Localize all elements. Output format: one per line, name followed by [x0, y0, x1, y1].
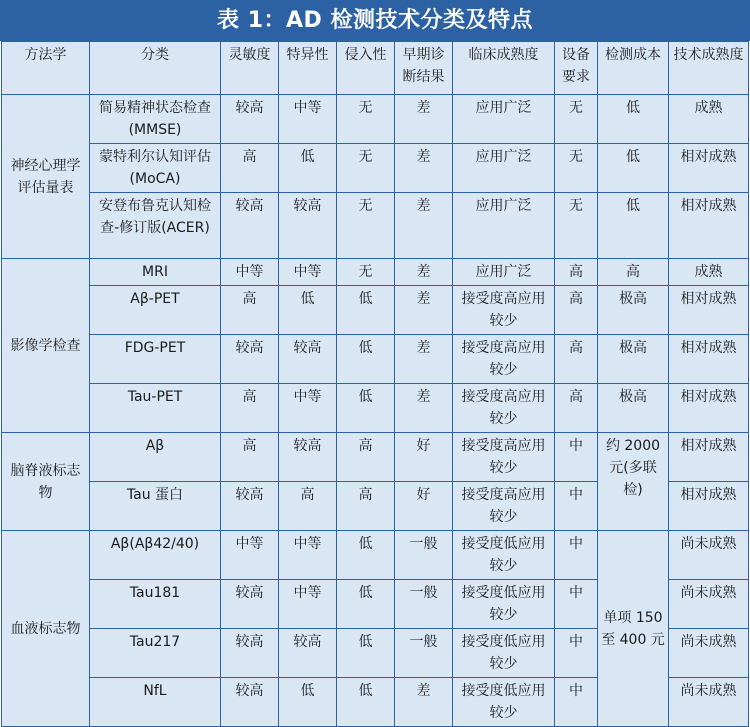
- cell-tech-maturity: 尚未成熟: [669, 678, 749, 727]
- cell-equipment: 中: [555, 482, 598, 531]
- header-equipment: 设备要求: [555, 42, 598, 95]
- cell-cost: 极高: [598, 384, 669, 433]
- cell-invasiveness: 低: [337, 531, 395, 580]
- cell-sensitivity: 高: [221, 433, 279, 482]
- cell-clinical-maturity: 接受度高应用较少: [453, 286, 555, 335]
- header-clinical-maturity: 临床成熟度: [453, 42, 555, 95]
- cell-clinical-maturity: 接受度高应用较少: [453, 482, 555, 531]
- cell-sensitivity: 较高: [221, 335, 279, 384]
- cell-sensitivity: 较高: [221, 580, 279, 629]
- cell-specificity: 较高: [279, 193, 337, 259]
- header-invasiveness: 侵入性: [337, 42, 395, 95]
- cell-cost-shared: 约 2000 元(多联检): [598, 433, 669, 531]
- cell-clinical-maturity: 接受度高应用较少: [453, 384, 555, 433]
- table-row: [2, 193, 749, 259]
- cell-type: Aβ(Aβ42/40): [90, 531, 221, 580]
- cell-clinical-maturity: 接受度低应用较少: [453, 531, 555, 580]
- cell-invasiveness: 低: [337, 678, 395, 727]
- table-row: [2, 384, 749, 433]
- cell-invasiveness: 低: [337, 286, 395, 335]
- table-row: [2, 335, 749, 384]
- cell-early-diagnosis: 差: [395, 335, 453, 384]
- cell-cost: 极高: [598, 335, 669, 384]
- table-row: [2, 144, 749, 193]
- cell-type: FDG-PET: [90, 335, 221, 384]
- cell-specificity: 中等: [279, 95, 337, 144]
- cell-equipment: 无: [555, 193, 598, 259]
- cell-tech-maturity: 尚未成熟: [669, 580, 749, 629]
- cell-specificity: 较高: [279, 335, 337, 384]
- cell-equipment: 中: [555, 678, 598, 727]
- cell-specificity: 低: [279, 286, 337, 335]
- cell-clinical-maturity: 应用广泛: [453, 193, 555, 259]
- cell-cost: 低: [598, 144, 669, 193]
- cell-tech-maturity: 尚未成熟: [669, 531, 749, 580]
- cell-type: 安登布鲁克认知检查-修订版(ACER): [90, 193, 221, 259]
- cell-tech-maturity: 相对成熟: [669, 286, 749, 335]
- cell-specificity: 较高: [279, 433, 337, 482]
- cell-clinical-maturity: 接受度低应用较少: [453, 629, 555, 678]
- cell-specificity: 中等: [279, 384, 337, 433]
- cell-clinical-maturity: 应用广泛: [453, 144, 555, 193]
- cell-type: NfL: [90, 678, 221, 727]
- group-label: 脑脊液标志物: [2, 433, 90, 531]
- cell-invasiveness: 无: [337, 95, 395, 144]
- cell-clinical-maturity: 应用广泛: [453, 259, 555, 286]
- cell-early-diagnosis: 差: [395, 95, 453, 144]
- cell-clinical-maturity: 接受度低应用较少: [453, 580, 555, 629]
- comparison-table: [1, 41, 749, 727]
- cell-invasiveness: 无: [337, 193, 395, 259]
- cell-early-diagnosis: 差: [395, 193, 453, 259]
- cell-type: Tau217: [90, 629, 221, 678]
- cell-cost: 低: [598, 193, 669, 259]
- header-sensitivity: 灵敏度: [221, 42, 279, 95]
- cell-invasiveness: 无: [337, 259, 395, 286]
- cell-cost: 高: [598, 259, 669, 286]
- cell-sensitivity: 较高: [221, 629, 279, 678]
- cell-equipment: 高: [555, 286, 598, 335]
- cell-equipment: 高: [555, 335, 598, 384]
- cell-type: Tau181: [90, 580, 221, 629]
- cell-type: Tau-PET: [90, 384, 221, 433]
- cell-early-diagnosis: 差: [395, 384, 453, 433]
- cell-sensitivity: 较高: [221, 482, 279, 531]
- table-row: [2, 531, 749, 580]
- cell-sensitivity: 较高: [221, 95, 279, 144]
- cell-invasiveness: 低: [337, 629, 395, 678]
- cell-tech-maturity: 相对成熟: [669, 144, 749, 193]
- cell-clinical-maturity: 接受度高应用较少: [453, 335, 555, 384]
- cell-equipment: 高: [555, 384, 598, 433]
- table-row: [2, 259, 749, 286]
- cell-tech-maturity: 尚未成熟: [669, 629, 749, 678]
- cell-early-diagnosis: 一般: [395, 580, 453, 629]
- cell-equipment: 无: [555, 95, 598, 144]
- cell-early-diagnosis: 好: [395, 433, 453, 482]
- cell-sensitivity: 高: [221, 286, 279, 335]
- cell-sensitivity: 较高: [221, 193, 279, 259]
- cell-type: Aβ-PET: [90, 286, 221, 335]
- cell-equipment: 中: [555, 531, 598, 580]
- cell-tech-maturity: 相对成熟: [669, 482, 749, 531]
- cell-type: 蒙特利尔认知评估(MoCA): [90, 144, 221, 193]
- cell-cost: 极高: [598, 286, 669, 335]
- cell-invasiveness: 低: [337, 580, 395, 629]
- table-title: 表 1：AD 检测技术分类及特点: [0, 0, 750, 41]
- cell-early-diagnosis: 一般: [395, 629, 453, 678]
- header-method: 方法学: [2, 42, 90, 95]
- header-type: 分类: [90, 42, 221, 95]
- cell-tech-maturity: 相对成熟: [669, 335, 749, 384]
- cell-clinical-maturity: 接受度高应用较少: [453, 433, 555, 482]
- cell-specificity: 高: [279, 482, 337, 531]
- header-tech-maturity: 技术成熟度: [669, 42, 749, 95]
- cell-specificity: 中等: [279, 531, 337, 580]
- cell-sensitivity: 高: [221, 384, 279, 433]
- cell-early-diagnosis: 差: [395, 259, 453, 286]
- cell-early-diagnosis: 差: [395, 144, 453, 193]
- cell-type: MRI: [90, 259, 221, 286]
- cell-invasiveness: 低: [337, 335, 395, 384]
- cell-specificity: 较高: [279, 629, 337, 678]
- table-row: [2, 433, 749, 482]
- cell-invasiveness: 高: [337, 433, 395, 482]
- cell-clinical-maturity: 接受度低应用较少: [453, 678, 555, 727]
- cell-equipment: 中: [555, 433, 598, 482]
- cell-specificity: 中等: [279, 259, 337, 286]
- cell-early-diagnosis: 差: [395, 286, 453, 335]
- cell-equipment: 中: [555, 629, 598, 678]
- cell-sensitivity: 中等: [221, 259, 279, 286]
- cell-early-diagnosis: 一般: [395, 531, 453, 580]
- header-specificity: 特异性: [279, 42, 337, 95]
- group-label: 神经心理学评估量表: [2, 95, 90, 259]
- header-row: [2, 42, 749, 95]
- cell-tech-maturity: 相对成熟: [669, 193, 749, 259]
- cell-early-diagnosis: 差: [395, 678, 453, 727]
- cell-specificity: 中等: [279, 580, 337, 629]
- header-cost: 检测成本: [598, 42, 669, 95]
- cell-clinical-maturity: 应用广泛: [453, 95, 555, 144]
- group-label: 影像学检查: [2, 259, 90, 433]
- cell-specificity: 低: [279, 144, 337, 193]
- group-label: 血液标志物: [2, 531, 90, 727]
- cell-invasiveness: 无: [337, 144, 395, 193]
- cell-sensitivity: 高: [221, 144, 279, 193]
- table-row: [2, 95, 749, 144]
- cell-equipment: 中: [555, 580, 598, 629]
- cell-equipment: 高: [555, 259, 598, 286]
- cell-tech-maturity: 成熟: [669, 259, 749, 286]
- cell-invasiveness: 高: [337, 482, 395, 531]
- cell-tech-maturity: 相对成熟: [669, 433, 749, 482]
- cell-cost-shared: 单项 150 至 400 元: [598, 531, 669, 727]
- cell-specificity: 低: [279, 678, 337, 727]
- cell-type: 简易精神状态检查(MMSE): [90, 95, 221, 144]
- cell-invasiveness: 低: [337, 384, 395, 433]
- table-row: [2, 286, 749, 335]
- cell-tech-maturity: 成熟: [669, 95, 749, 144]
- cell-type: Aβ: [90, 433, 221, 482]
- cell-equipment: 无: [555, 144, 598, 193]
- header-early-diagnosis: 早期诊断结果: [395, 42, 453, 95]
- cell-tech-maturity: 相对成熟: [669, 384, 749, 433]
- cell-early-diagnosis: 好: [395, 482, 453, 531]
- cell-cost: 低: [598, 95, 669, 144]
- cell-sensitivity: 较高: [221, 678, 279, 727]
- cell-sensitivity: 中等: [221, 531, 279, 580]
- cell-type: Tau 蛋白: [90, 482, 221, 531]
